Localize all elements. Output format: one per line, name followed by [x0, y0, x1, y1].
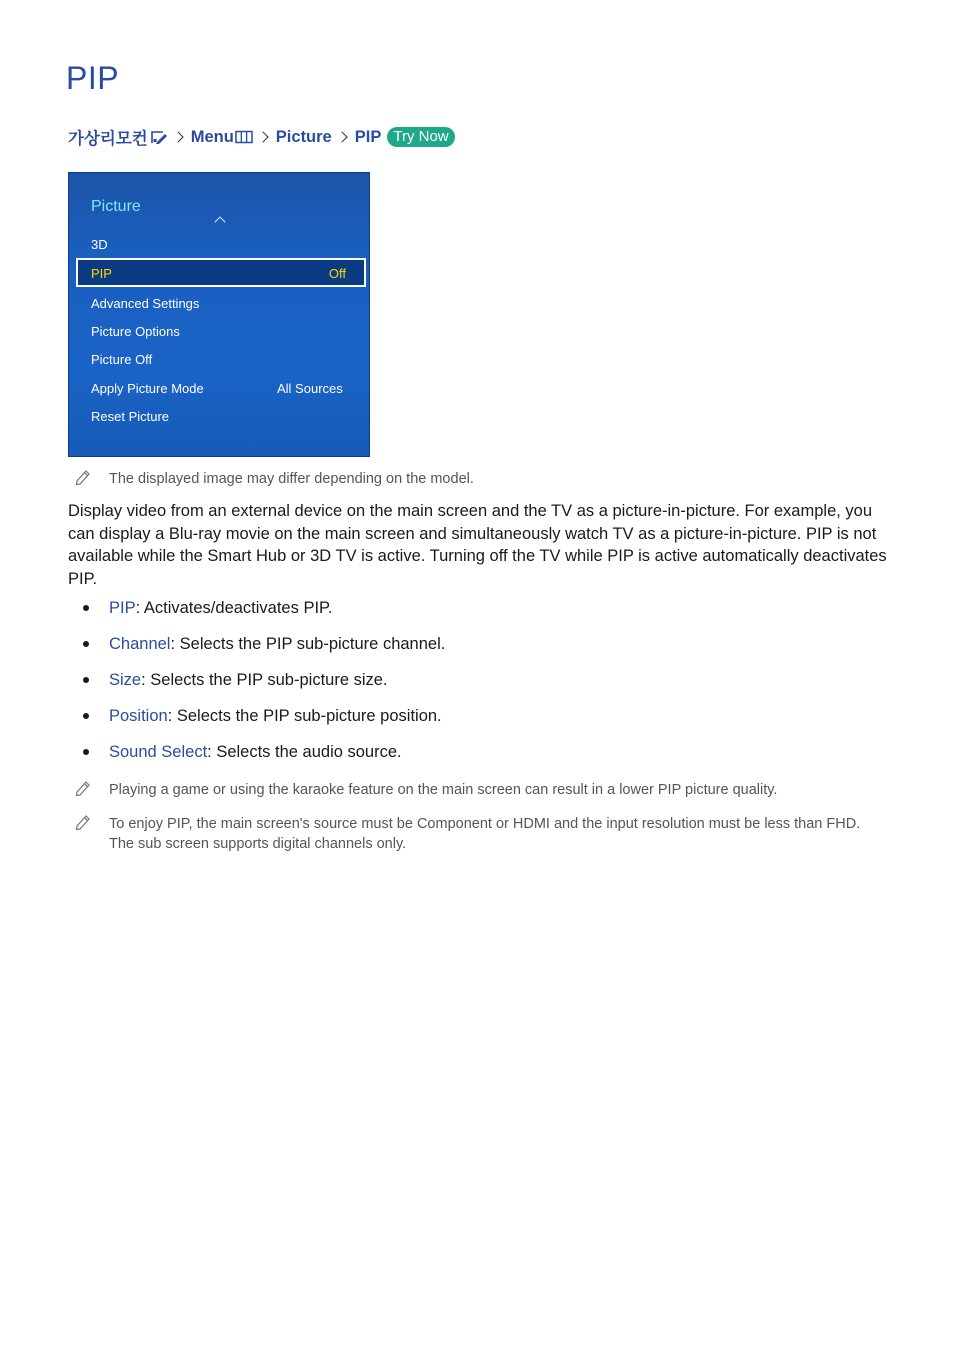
option-term-size: Size	[109, 671, 142, 689]
note-text: Playing a game or using the karaoke feature on the main screen can result in a lower PIP picture quality.	[109, 782, 778, 798]
bullet-icon	[83, 641, 89, 647]
pencil-icon	[74, 779, 92, 803]
pencil-icon	[74, 813, 92, 837]
tv-menu-item-apply-picture-mode[interactable]: Apply Picture Mode	[91, 381, 204, 396]
option-list	[68, 597, 888, 777]
option-term-position: Position	[109, 707, 168, 725]
tv-picture-menu	[68, 172, 370, 457]
remote-control-icon	[150, 129, 168, 145]
option-description: : Activates/deactivates PIP.	[135, 599, 333, 617]
tv-menu-title: Picture	[91, 198, 141, 215]
breadcrumb-menu[interactable]: Menu	[190, 127, 234, 146]
tv-menu-item-value: All Sources	[277, 381, 343, 396]
breadcrumb-remote[interactable]: 가상리모컨	[68, 130, 148, 148]
chevron-up-icon[interactable]	[214, 216, 225, 227]
chevron-right-icon	[172, 131, 183, 142]
breadcrumb-pip[interactable]: PIP	[354, 127, 382, 146]
bullet-icon	[83, 605, 89, 611]
option-description: : Selects the PIP sub-picture channel.	[170, 635, 446, 653]
tv-menu-item-reset-picture[interactable]: Reset Picture	[91, 409, 170, 424]
list-item	[68, 597, 888, 633]
list-item	[68, 633, 888, 669]
list-item	[68, 669, 888, 705]
option-description: : Selects the PIP sub-picture size.	[141, 671, 388, 689]
note-text: The displayed image may differ depending on the model.	[109, 471, 474, 487]
option-description: : Selects the PIP sub-picture position.	[167, 707, 442, 725]
tv-menu-item-advanced-settings[interactable]: Advanced Settings	[91, 296, 200, 311]
option-term-pip: PIP	[109, 599, 136, 617]
option-term-sound-select: Sound Select	[109, 743, 208, 761]
menu-grid-icon	[235, 130, 253, 144]
option-term-channel: Channel	[109, 635, 171, 653]
list-item	[68, 705, 888, 741]
bullet-icon	[83, 749, 89, 755]
tv-menu-item-3d[interactable]: 3D	[91, 237, 108, 252]
description-paragraph: Display video from an external device on the main screen and the TV as a picture-in-picture. For example, you can display a Blu-ray movie on the main screen and simultaneously watch TV as a picture-in-picture. PIP is not available while the Smart Hub or 3D TV is active. Turning off the TV while PIP is active automatically deactivates PIP.	[68, 502, 887, 588]
option-description: : Selects the audio source.	[207, 743, 402, 761]
note-text: To enjoy PIP, the main screen's source must be Component or HDMI and the input resolution must be less than FHD. The sub screen supports digital channels only.	[109, 816, 861, 852]
try-now-button[interactable]: Try Now	[387, 127, 454, 147]
bullet-icon	[83, 713, 89, 719]
chevron-right-icon	[257, 131, 268, 142]
tv-menu-item-pip[interactable]	[76, 258, 366, 287]
tv-menu-item-value: Off	[328, 266, 346, 281]
list-item	[68, 741, 888, 777]
tv-menu-item-picture-off[interactable]: Picture Off	[91, 352, 153, 367]
tv-menu-item-picture-options[interactable]: Picture Options	[91, 324, 180, 339]
pencil-icon	[74, 468, 92, 492]
tv-menu-item-label: PIP	[91, 266, 112, 281]
chevron-right-icon	[336, 131, 347, 142]
page-title: PIP	[66, 60, 120, 96]
breadcrumb	[68, 126, 455, 148]
bullet-icon	[83, 677, 89, 683]
breadcrumb-picture[interactable]: Picture	[275, 127, 332, 146]
